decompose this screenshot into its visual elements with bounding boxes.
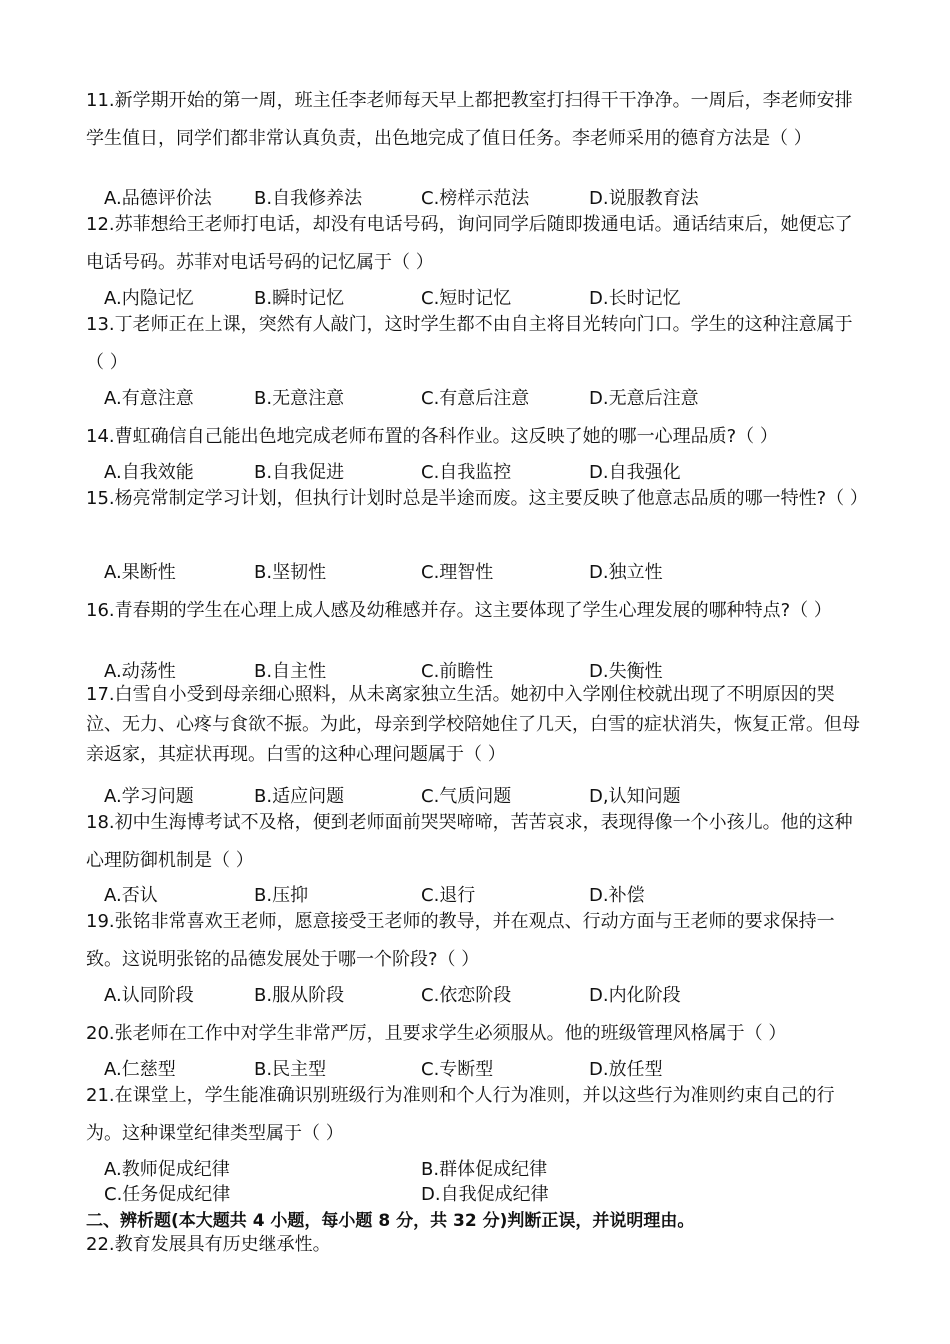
question-13-stem: 13.丁老师正在上课，突然有人敲门，这时学生都不由自主将目光转向门口。学生的这种注意属于（ ）	[86, 314, 853, 373]
option-a: A.认同阶段	[104, 985, 194, 1006]
option-d: D.长时记忆	[589, 288, 681, 309]
option-c: C.依恋阶段	[421, 985, 512, 1006]
option-b: B.群体促成纪律	[421, 1159, 548, 1180]
question-11-stem: 11.新学期开始的第一周，班主任李老师每天早上都把教室打扫得干干净净。一周后，李老师安排学生值日，同学们都非常认真负责，出色地完成了值日任务。李老师采用的德育方法是（ ）	[86, 90, 853, 149]
option-c: C.有意后注意	[421, 388, 530, 409]
option-a: A.有意注意	[104, 388, 194, 409]
option-d: D.自我强化	[589, 462, 681, 483]
question-14-stem: 14.曹虹确信自己能出色地完成老师布置的各科作业。这反映了她的哪一心理品质?（ ）	[86, 426, 778, 447]
option-d: D.失衡性	[589, 661, 663, 682]
option-c: C.退行	[421, 885, 476, 906]
option-b: B.适应问题	[254, 786, 345, 807]
option-a: A.学习问题	[104, 786, 194, 807]
question-18-stem: 18.初中生海博考试不及格，便到老师面前哭哭啼啼，苦苦哀求，表现得像一个小孩儿。他的这种心理防御机制是（ ）	[86, 812, 853, 871]
option-a: A.果断性	[104, 562, 176, 583]
option-a: A.品德评价法	[104, 188, 212, 209]
option-d: D.说服教育法	[589, 188, 699, 209]
option-d: D.独立性	[589, 562, 663, 583]
option-b: B.自我修养法	[254, 188, 363, 209]
option-c: C.短时记忆	[421, 288, 512, 309]
question-22-stem: 22.教育发展具有历史继承性。	[86, 1234, 331, 1255]
option-a: A.自我效能	[104, 462, 194, 483]
option-d: D.无意后注意	[589, 388, 699, 409]
option-c: C.前瞻性	[421, 661, 494, 682]
option-d: D.放任型	[589, 1059, 663, 1080]
option-c: C.气质问题	[421, 786, 512, 807]
option-b: B.自主性	[254, 661, 327, 682]
option-b: B.自我促进	[254, 462, 345, 483]
option-a: A.教师促成纪律	[104, 1159, 230, 1180]
option-a: A.动荡性	[104, 661, 176, 682]
option-a: A.内隐记忆	[104, 288, 194, 309]
option-d: D,认知问题	[589, 786, 681, 807]
option-b: B.压抑	[254, 885, 309, 906]
option-b: B.无意注意	[254, 388, 345, 409]
option-d: D.补偿	[589, 885, 645, 906]
option-d: D.内化阶段	[589, 985, 681, 1006]
question-20-stem: 20.张老师在工作中对学生非常严厉，且要求学生必须服从。他的班级管理风格属于（ ）	[86, 1023, 787, 1044]
option-c: C.自我监控	[421, 462, 512, 483]
option-a: A.仁慈型	[104, 1059, 176, 1080]
option-b: B.服从阶段	[254, 985, 345, 1006]
option-b: B.民主型	[254, 1059, 327, 1080]
option-d: D.自我促成纪律	[421, 1184, 549, 1205]
option-c: C.专断型	[421, 1059, 494, 1080]
option-b: B.坚韧性	[254, 562, 327, 583]
option-c: C.理智性	[421, 562, 494, 583]
question-17-stem: 17.白雪自小受到母亲细心照料，从未离家独立生活。她初中入学刚住校就出现了不明原因的哭泣、无力、心疼与食欲不振。为此，母亲到学校陪她住了几天，白雪的症状消失，恢复正常。但母亲返家，其症状再现。白雪的这种心理问题属于（ ）	[86, 684, 860, 765]
option-b: B.瞬时记忆	[254, 288, 345, 309]
question-19-stem: 19.张铭非常喜欢王老师，愿意接受王老师的教导，并在观点、行动方面与王老师的要求保持一致。这说明张铭的品德发展处于哪一个阶段?（ ）	[86, 911, 835, 970]
question-12-stem: 12.苏菲想给王老师打电话，却没有电话号码，询问同学后随即拨通电话。通话结束后，她便忘了电话号码。苏菲对电话号码的记忆属于（ ）	[86, 214, 853, 273]
section-2-heading: 二、辨析题(本大题共 4 小题，每小题 8 分，共 32 分)判断正误，并说明理由。	[86, 1211, 695, 1231]
question-21-stem: 21.在课堂上，学生能准确识别班级行为准则和个人行为准则，并以这些行为准则约束自己的行为。这种课堂纪律类型属于（ ）	[86, 1085, 835, 1144]
option-a: A.否认	[104, 885, 158, 906]
question-15-stem: 15.杨亮常制定学习计划，但执行计划时总是半途而废。这主要反映了他意志品质的哪一特性?（ ）	[86, 488, 868, 509]
option-c: C.榜样示范法	[421, 188, 530, 209]
question-16-stem: 16.青春期的学生在心理上成人感及幼稚感并存。这主要体现了学生心理发展的哪种特点?（ ）	[86, 600, 832, 621]
option-c: C.任务促成纪律	[104, 1184, 231, 1205]
